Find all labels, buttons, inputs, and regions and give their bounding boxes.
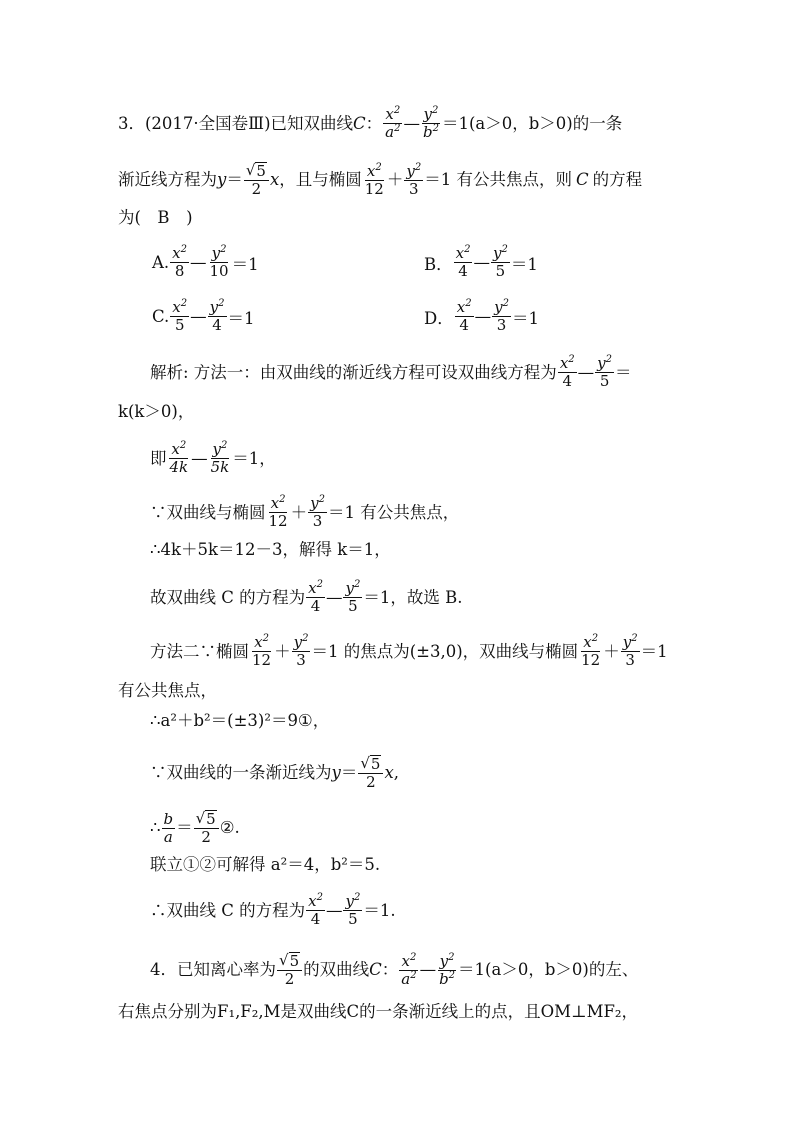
because1-text: ∵双曲线与椭圆	[150, 502, 266, 522]
option-d-eq: ＝1	[511, 308, 539, 328]
frac-y2-3e: $\frac{y^2}{3}$	[622, 633, 638, 669]
q4-condition: ＝1(a＞0，b＞0)的左、	[458, 960, 639, 979]
asym-text: ∵双曲线的一条渐近线为	[150, 763, 332, 782]
frac-y2-10: $\frac{y^2}{10}$	[209, 244, 229, 280]
option-c-label: C.	[152, 307, 170, 326]
method2-intro: 方法二∵椭圆	[150, 641, 249, 661]
option-d-label: D．	[424, 308, 454, 328]
frac-x2-4b: $\frac{x^2}{4}$	[456, 298, 472, 334]
frac-x2-12: $\frac{x^2}{12}$	[364, 161, 384, 198]
q3-ellipse-text: ，且与椭圆	[279, 170, 362, 189]
frac-y2-b2b: $\frac{y^2}{b^2}$	[439, 951, 456, 988]
solution-line-9	[150, 709, 720, 733]
solution-line-4: ∵双曲线与椭圆 $\frac{x^2}{12}$ ＋ $\frac{y^2}{3}$ ＝1 有公共焦点，	[150, 494, 460, 530]
frac-x2-12b: $\frac{x^2}{12}$	[268, 494, 288, 530]
frac-y2-3b: $\frac{y^2}{3}$	[494, 298, 509, 334]
eq1-text: ＝1，	[232, 448, 276, 468]
solution-line-2	[118, 400, 688, 424]
joint-text: 联立①②可解得 a²＝4，b²＝5.	[150, 855, 381, 874]
method2-end: ＝1	[640, 641, 668, 661]
q3-answer-bracket: 为( B )	[118, 208, 193, 227]
method2-mid: ＝1 的焦点为(±3,0)，双曲线与椭圆	[311, 641, 579, 661]
frac-x2-4e: $\frac{x^2}{4}$	[308, 892, 323, 928]
therefore1-text: ∴4k＋5k＝12－3，解得 k＝1，	[150, 540, 391, 559]
frac-y2-5d: $\frac{y^2}{5}$	[345, 579, 361, 615]
option-b-eq: ＝1	[510, 254, 538, 274]
frac-b-a: $\frac{b}{a}$	[163, 809, 174, 846]
frac-y2-3c: $\frac{y^2}{3}$	[310, 494, 325, 530]
frac-x2-4d: $\frac{x^2}{4}$	[308, 579, 323, 615]
ji-text: 即	[150, 448, 167, 468]
frac-x2-5: $\frac{x^2}{5}$	[172, 298, 188, 334]
q4-line-1: 4．已知离心率为 √ 5 2 的双曲线 C ： $\frac{x^2}{a^2}$ — $\frac{y^2}{b^2}$ ＝1(a＞0，b＞0)的左、	[150, 951, 639, 988]
k-condition: k(k＞0)，	[118, 402, 195, 421]
solution-line-8	[118, 679, 688, 703]
frac-sqrt5-2d: √ 5 2	[277, 952, 302, 988]
eq-ab-text: ∴a²＋b²＝(±3)²＝9①，	[150, 711, 330, 730]
q3-condition: ＝1(a＞0，b＞0)的一条	[441, 113, 623, 133]
solution-line-5	[150, 538, 720, 562]
frac-y2-5e: $\frac{y^2}{5}$	[345, 892, 361, 928]
conclude2-end: ＝1.	[363, 900, 396, 920]
method2-line2: 有公共焦点，	[118, 681, 217, 700]
q3-line-3	[118, 206, 688, 230]
conclude1-text: 故双曲线 C 的方程为	[150, 587, 306, 607]
frac-x2-8: $\frac{x^2}{8}$	[172, 244, 188, 280]
frac-y2-3d: $\frac{y^2}{3}$	[293, 633, 309, 669]
q4-mid: 的双曲线	[303, 960, 370, 979]
solution-label: 解析	[150, 362, 183, 382]
method1-eq-sign: ＝	[615, 362, 632, 382]
q4-line2-text: 右焦点分别为F₁,F₂,M是双曲线C的一条渐近线上的点，且OM⊥MF₂，	[118, 1002, 639, 1021]
frac-x2-a2: $\frac{x^2}{a^2}$	[385, 105, 401, 141]
because1-end: ＝1 有公共焦点，	[327, 502, 460, 522]
solution-line-6: 故双曲线 C 的方程为 $\frac{x^2}{4}$ — $\frac{y^2}{5}$ ＝1，故选 B.	[150, 579, 463, 615]
option-a-label: A.	[152, 253, 170, 272]
option-b-label: B．	[424, 254, 453, 274]
q3-asymptote-text: 渐近线方程为	[118, 170, 217, 189]
solution-line-10: ∵双曲线的一条渐近线为 y ＝ √ 5 2 x ,	[150, 754, 399, 791]
q3-intro: 3．(2017·全国卷Ⅲ)已知双曲线	[118, 113, 354, 133]
frac-x2-4k: $\frac{x^2}{4k}$	[169, 440, 189, 476]
q3-line-1: 3．(2017·全国卷Ⅲ)已知双曲线 C ： $\frac{x^2}{a^2}$ — $\frac{y^2}{b^2}$ ＝1(a＞0，b＞0)的一条	[118, 105, 623, 141]
frac-y2-5: $\frac{y^2}{5}$	[492, 244, 508, 280]
frac-x2-a2b: $\frac{x^2}{a^2}$	[401, 951, 417, 988]
solution-line-3: 即 $\frac{x^2}{4k}$ — $\frac{y^2}{5k}$ ＝1，	[150, 440, 276, 476]
frac-y2-5c: $\frac{y^2}{5}$	[597, 354, 613, 390]
method1-intro: : 方法一：由双曲线的渐近线方程可设双曲线方程为	[183, 362, 557, 382]
frac-y2-5k: $\frac{y^2}{5k}$	[210, 440, 230, 476]
solution-line-1: 解析 : 方法一：由双曲线的渐近线方程可设双曲线方程为 $\frac{x^2}{4}$ — $\frac{y^2}{5}$ ＝	[150, 354, 632, 390]
frac-y2-4: $\frac{y^2}{4}$	[209, 298, 225, 334]
option-d: D． $\frac{x^2}{4}$ — $\frac{y^2}{3}$ ＝1	[424, 298, 539, 334]
option-c-eq: ＝1	[227, 308, 255, 328]
frac-x2-12c: $\frac{x^2}{12}$	[252, 633, 272, 669]
q4-line-2	[118, 1000, 688, 1024]
option-b: B． $\frac{x^2}{4}$ — $\frac{y^2}{5}$ ＝1	[424, 244, 538, 280]
solution-line-11: ∴ $\frac{b}{a}$ ＝ √ 5 2 ②.	[150, 809, 240, 846]
option-a-eq: ＝1	[231, 254, 259, 274]
conclude1-end: ＝1，故选 B.	[363, 587, 463, 607]
solution-line-12	[150, 853, 720, 877]
conclude2-text: ∴双曲线 C 的方程为	[150, 900, 306, 920]
q3-focus-text: ＝1 有公共焦点，则	[424, 170, 572, 189]
q4-intro: 4．已知离心率为	[150, 960, 276, 979]
solution-line-13: ∴双曲线 C 的方程为 $\frac{x^2}{4}$ — $\frac{y^2}{5}$ ＝1.	[150, 892, 396, 928]
frac-sqrt5-2b: √ 5 2	[358, 755, 383, 791]
frac-x2-4: $\frac{x^2}{4}$	[455, 244, 471, 280]
option-a: A. $\frac{x^2}{8}$ — $\frac{y^2}{10}$ ＝1	[152, 244, 259, 280]
frac-sqrt5-2c: √ 5 2	[194, 810, 219, 846]
ratio-pre: ∴	[150, 818, 161, 837]
q3-equation-text: 的方程	[592, 170, 643, 189]
frac-sqrt5-2: √ 5 2	[244, 162, 269, 198]
q3-line-2: 渐近线方程为 y ＝ √ 5 2 x ，且与椭圆 $\frac{x^2}{12}$ ＋ $\frac{y^2}{3}$ ＝1 有公共焦点，则 C 的方程	[118, 161, 643, 198]
option-c: C. $\frac{x^2}{5}$ — $\frac{y^2}{4}$ ＝1	[152, 298, 255, 334]
frac-x2-12d: $\frac{x^2}{12}$	[581, 633, 601, 669]
solution-line-7: 方法二∵椭圆 $\frac{x^2}{12}$ ＋ $\frac{y^2}{3}$ ＝1 的焦点为(±3,0)，双曲线与椭圆 $\frac{x^2}{12}$ ＋ $\frac{y^2}{3}$ ＝1	[150, 633, 668, 669]
frac-y2-3: $\frac{y^2}{3}$	[406, 161, 422, 198]
frac-y2-b2: $\frac{y^2}{b^2}$	[422, 105, 439, 141]
ratio-post: ②.	[219, 818, 240, 837]
frac-x2-4c: $\frac{x^2}{4}$	[559, 354, 575, 390]
